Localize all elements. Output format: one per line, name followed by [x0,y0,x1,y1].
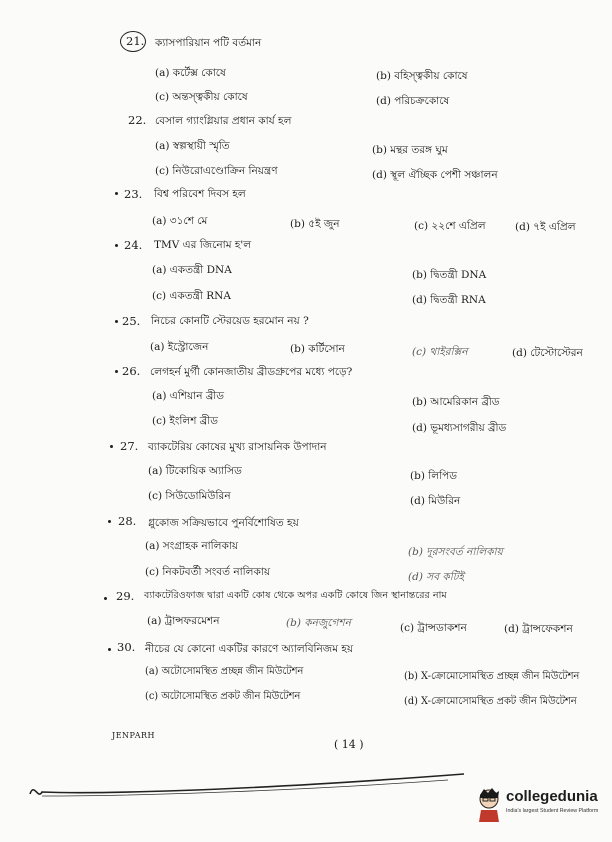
option-a: (a) অটোসোমস্থিত প্রচ্ছন্ন জীন মিউটেশন [145,666,304,677]
option-a: (a) একতন্ত্রী DNA [152,264,232,276]
brand-tagline: India's largest Student Review Platform [506,808,599,814]
option-c: (c) একতন্ত্রী RNA [152,290,231,302]
bullet-mark [108,648,111,651]
option-c: (c) নিকটবর্তী সংবর্ত নালিকায় [145,566,271,578]
option-b: (b) দূরসংবর্ত নালিকায় [408,546,503,558]
question-number: 26. [122,364,141,378]
paper-code: JENPARH [112,731,155,740]
collegedunia-watermark [474,786,604,826]
bullet-mark [108,520,111,523]
question-number: 27. [120,439,139,453]
question-text: বেসাল গ্যাংগ্লিয়ার প্রধান কার্য হল [155,115,292,127]
bullet-mark [104,597,107,600]
question-text: ব্যাকটেরিওফাজ দ্বারা একটি কোষ থেকে অপর একটি কোষে জিন স্থানান্তরের নাম [144,590,447,601]
option-b: (b) কর্টিসোন [290,343,345,355]
option-a: (a) সংগ্রাহক নালিকায় [145,540,239,552]
option-d: (d) স্থূল ঐচ্ছিক পেশী সঞ্চালন [372,169,498,181]
option-d: (d) মিউরিন [410,495,461,507]
option-a: (a) কর্টেক্স কোষে [155,67,226,79]
option-d: (d) টেস্টোস্টেরন [512,347,583,359]
option-a: (a) ট্রান্সফরমেশন [147,615,220,627]
question-number: 22. [128,113,147,127]
option-c: (c) থাইরক্সিন [412,346,468,358]
question-number: 21. [126,34,145,48]
brand-name: collegedunia [506,788,598,805]
question-text: TMV এর জিনোম হ'ল [154,239,252,251]
option-b: (b) ৫ই জুন [290,218,340,230]
option-d: (d) ভূমধ্যসাগরীয় ব্রীড [412,422,507,434]
question-text: গ্লুকোজ সক্রিয়ভাবে পুনর্বিশোষিত হয় [148,517,299,529]
bullet-mark [115,320,118,323]
option-d: (d) ৭ই এপ্রিল [515,221,576,233]
option-d: (d) পরিচক্রকোষে [376,95,450,107]
page-number: ( 14 ) [334,738,364,751]
question-text: বিশ্ব পরিবেশ দিবস হল [154,188,246,200]
option-c: (c) অন্তস্ত্বকীয় কোষে [155,91,248,103]
option-d: (d) সব কটিই [408,571,464,583]
question-number: 28. [118,514,137,528]
option-c: (c) অটোসোমস্থিত প্রকট জীন মিউটেশন [145,691,301,702]
page-bottom-rule [28,770,468,806]
option-b: (b) বহিস্ত্বকীয় কোষে [376,70,468,82]
option-c: (c) সিউডোমিউরিন [148,490,231,502]
question-number: 25. [122,314,141,328]
option-b: (b) আমেরিকান ব্রীড [412,396,500,408]
option-c: (c) ট্রান্সডাকশন [400,622,467,634]
option-a: (a) এশিয়ান ব্রীড [152,390,225,402]
option-d: (d) ট্রান্সফেকশন [504,623,573,635]
option-b: (b) কনজুগেশন [286,617,351,629]
option-b: (b) মন্থর তরঙ্গ ঘুম [372,144,448,156]
option-a: (a) স্বল্পস্থায়ী স্মৃতি [155,140,230,152]
option-a: (a) টিকোয়িক অ্যাসিড [148,465,242,477]
question-number: 24. [124,238,143,252]
question-number: 30. [117,640,136,654]
option-c: (c) নিউরোএণ্ডোক্রিন নিয়ন্ত্রণ [155,165,278,177]
question-text: ক্যাসপারিয়ান পটি বর্তমান [155,37,262,49]
question-text: নীচের যে কোনো একটির কারণে অ্যালবিনিজম হয় [145,643,354,655]
option-d: (d) দ্বিতন্ত্রী RNA [412,294,486,306]
option-b: (b) দ্বিতন্ত্রী DNA [412,269,487,281]
question-text: নিচের কোনটি স্টেরয়েড হরমোন নয় ? [151,315,309,327]
bullet-mark [115,192,118,195]
question-number: 23. [124,187,143,201]
question-text: লেগহর্ন মুর্গী কোনজাতীয় ব্রীডগ্রুপের মধ্যে পড়ে? [150,366,353,378]
question-number: 29. [116,589,135,603]
question-text: ব্যাকটেরিয় কোষের মুখ্য রাসায়নিক উপাদান [148,441,327,453]
bullet-mark [115,244,118,247]
option-c: (c) ইংলিশ ব্রীড [152,415,218,427]
option-b: (b) লিপিড [410,470,457,482]
bullet-mark [115,370,118,373]
bullet-mark [110,445,113,448]
option-d: (d) X-ক্রোমোসোমস্থিত প্রকট জীন মিউটেশন [404,696,577,707]
option-c: (c) ২২শে এপ্রিল [414,220,486,232]
collegedunia-logo-icon [474,786,504,822]
option-b: (b) X-ক্রোমোসোমস্থিত প্রচ্ছন্ন জীন মিউটেশন [404,671,580,682]
option-a: (a) ৩১শে মে [152,215,208,227]
option-a: (a) ইস্ট্রোজেন [150,341,209,353]
